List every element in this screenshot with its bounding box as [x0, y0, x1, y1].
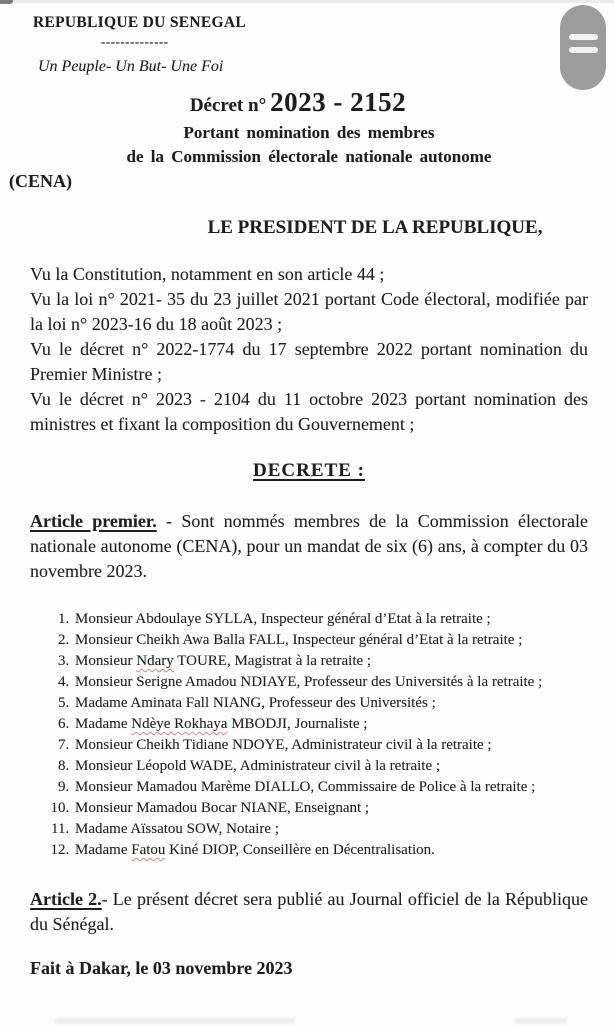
member-item: 12. Madame Fatou Kiné DIOP, Conseillère en Décentralisation.: [73, 840, 588, 861]
cutoff-text-artifact: [515, 1018, 567, 1024]
spellcheck-underline: Ndary: [136, 653, 174, 669]
page-top-edge-artifact: [0, 0, 614, 3]
visas-block: [30, 262, 588, 437]
member-item: 9. Monsieur Mamadou Marème DIALLO, Commissaire de Police à la retraite ;: [73, 777, 588, 798]
menu-button[interactable]: [560, 5, 606, 90]
member-item: 8. Monsieur Léopold WADE, Administrateur civil à la retraite ;: [73, 756, 588, 777]
visa-paragraph: Vu la Constitution, notamment en son article 44 ;: [30, 264, 385, 284]
decree-subtitle-line1: Portant nomination des membres: [183, 123, 435, 142]
member-item: 10. Monsieur Mamadou Bocar NIANE, Enseignant ;: [73, 798, 588, 819]
visa-paragraph: Vu le décret n° 2023 - 2104 du 11 octobre 2023 portant nomination des ministres et fixant la composition du Gouvernement ;: [30, 389, 588, 434]
letterhead: [30, 14, 588, 76]
member-item: 2. Monsieur Cheikh Awa Balla FALL, Inspecteur général d’Etat à la retraite ;: [73, 630, 588, 651]
article-premier-label: Article premier.: [30, 511, 157, 531]
cutoff-text-artifact: [55, 1018, 295, 1024]
national-motto: Un Peuple- Un But- Une Foi: [38, 58, 224, 75]
decree-subtitle-line2: de la Commission électorale nationale autonome: [126, 147, 492, 166]
article-premier: [30, 509, 588, 584]
spellcheck-underline: Fatou: [131, 842, 166, 858]
country-title: REPUBLIQUE DU SENEGAL: [33, 14, 247, 31]
article-2-body: - Le présent décret sera publié au Journal officiel de la République du Sénégal.: [30, 889, 588, 934]
decrete-heading-text: DECRETE :: [253, 460, 365, 481]
member-item: 11. Madame Aïssatou SOW, Notaire ;: [73, 819, 588, 840]
article-premier-body: - Sont nommés membres de la Commission électorale nationale autonome (CENA), pour un mandat de six (6) ans, à compter du 03 novembre 2023.: [30, 511, 588, 581]
member-item: 6. Madame Ndèye Rokhaya MBODJI, Journaliste ;: [73, 714, 588, 735]
member-item: 5. Madame Aminata Fall NIANG, Professeur des Universités ;: [73, 693, 588, 714]
decree-number-line: [30, 88, 588, 121]
member-item: 7. Monsieur Cheikh Tidiane NDOYE, Administrateur civil à la retraite ;: [73, 735, 588, 756]
member-item: 4. Monsieur Serigne Amadou NDIAYE, Professeur des Universités à la retraite ;: [73, 672, 588, 693]
signature-date-line: Fait à Dakar, le 03 novembre 2023: [30, 958, 293, 978]
letterhead-separator: --------------: [101, 34, 169, 49]
members-list: [30, 609, 588, 861]
spellcheck-underline: Ndèye Rokhaya: [131, 716, 228, 732]
article-2-label: Article 2.: [30, 889, 102, 909]
hamburger-menu-icon: [569, 47, 598, 53]
corner-artifact: [0, 0, 13, 4]
decree-title-block: [9, 87, 588, 192]
article-2: [30, 887, 588, 937]
visa-paragraph: Vu le décret n° 2022-1774 du 17 septembre 2022 portant nomination du Premier Ministre ;: [30, 339, 588, 384]
member-item: 3. Monsieur Ndary TOURE, Magistrat à la retraite ;: [73, 651, 588, 672]
decree-number: 2023 - 2152: [270, 87, 407, 117]
salutation-line: LE PRESIDENT DE LA REPUBLIQUE,: [207, 217, 543, 238]
decree-label: Décret n°: [189, 95, 267, 116]
member-item: 1. Monsieur Abdoulaye SYLLA, Inspecteur général d’Etat à la retraite ;: [73, 609, 588, 630]
hamburger-menu-icon: [569, 34, 598, 40]
visa-paragraph: Vu la loi n° 2021- 35 du 23 juillet 2021 portant Code électoral, modifiée par la loi n° 2023-16 du 18 août 2023 ;: [30, 289, 588, 334]
decrete-heading: [30, 460, 588, 483]
decree-subtitle-cena: (CENA): [9, 171, 72, 191]
